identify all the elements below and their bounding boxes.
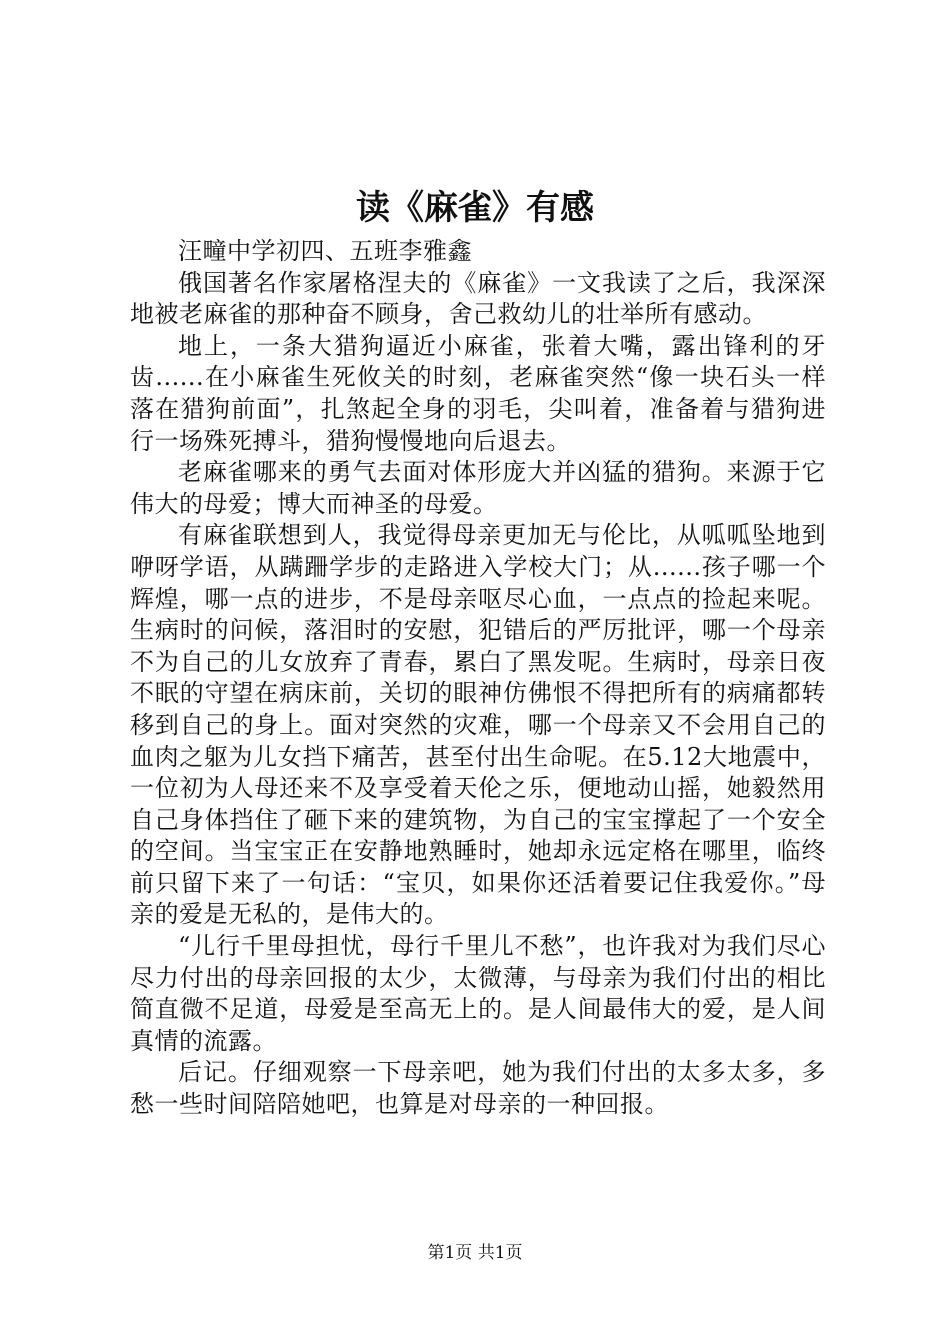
paragraph-2: 地上，一条大猎狗逼近小麻雀，张着大嘴，露出锋利的牙齿......在小麻雀生死攸关的时刻，老麻雀突然“像一块石头一样落在猎狗前面”，扎煞起全身的羽毛，尖叫着，准备着与猎狗进行一场殊死搏斗，猎狗慢慢地向后退去。 — [130, 331, 826, 455]
author-line: 汪疃中学初四、五班李雅鑫 — [178, 237, 472, 265]
document-body — [130, 236, 826, 1121]
paragraph-4: 有麻雀联想到人，我觉得母亲更加无与伦比，从呱呱坠地到咿呀学语，从蹒跚学步的走路进入学校大门；从......孩子哪一个辉煌，哪一点的进步，不是母亲呕尽心血，一点点的捡起来呢。生病时的问候，落泪时的安慰，犯错后的严厉批评，哪一个母亲不为自己的儿女放弃了青春，累白了黑发呢。生病时，母亲日夜不眠的守望在病床前，关切的眼神仿佛恨不得把所有的病痛都转移到自己的身上。面对突然的灾难，哪一个母亲又不会用自己的血肉之躯为儿女挡下痛苦，甚至付出生命呢。在5.12大地震中，一位初为人母还来不及享受着天伦之乐，便地动山摇，她毅然用自己身体挡住了砸下来的建筑物，为自己的宝宝撑起了一个安全的空间。当宝宝正在安静地熟睡时，她却永远定格在哪里，临终前只留下来了一句话：“宝贝，如果你还活着要记住我爱你。”母亲的爱是无私的，是伟大的。 — [130, 521, 826, 929]
page-footer: 第1页 共1页 — [427, 1243, 523, 1263]
paragraph-3: 老麻雀哪来的勇气去面对体形庞大并凶猛的猎狗。来源于它伟大的母爱；博大而神圣的母爱。 — [130, 458, 826, 518]
document-title: 读《麻雀》有感 — [356, 188, 594, 228]
paragraph-5: “儿行千里母担忧，母行千里儿不愁”，也许我对为我们尽心尽力付出的母亲回报的太少，太微薄，与母亲为我们付出的相比简直微不足道，母爱是至高无上的。是人间最伟大的爱，是人间真情的流露。 — [130, 932, 826, 1055]
paragraph-1: 俄国著名作家屠格涅夫的《麻雀》一文我读了之后，我深深地被老麻雀的那种奋不顾身，舍己救幼儿的壮举所有感动。 — [130, 268, 826, 329]
paragraph-6: 后记。仔细观察一下母亲吧，她为我们付出的太多太多，多愁一些时间陪陪她吧，也算是对母亲的一种回报。 — [130, 1058, 826, 1119]
